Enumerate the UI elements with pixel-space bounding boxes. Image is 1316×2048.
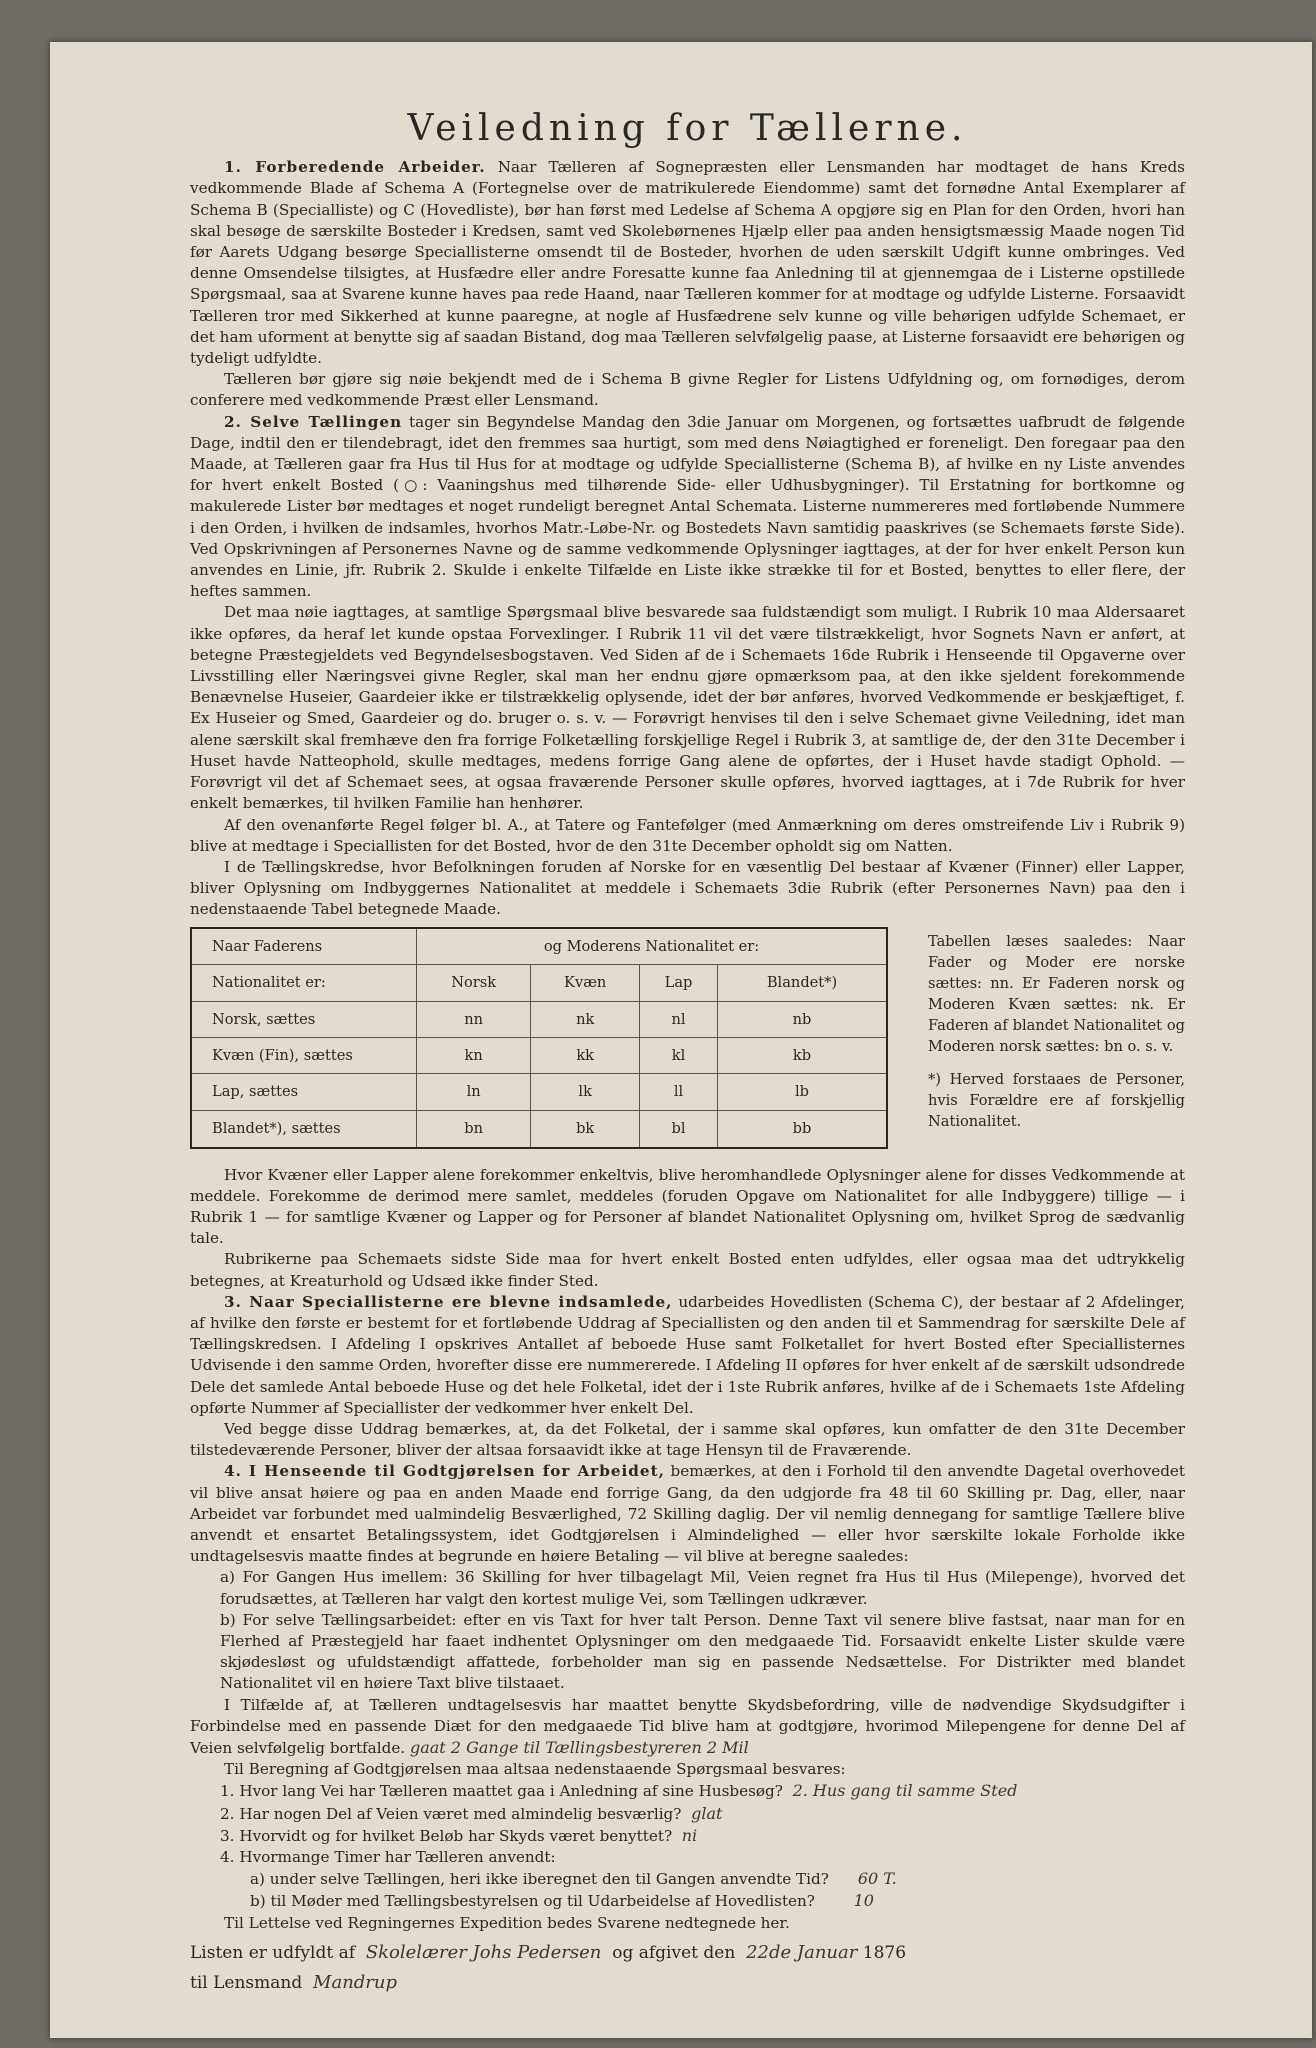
question-3 [190, 1825, 1185, 1847]
row-label: Norsk, sættes [191, 1001, 417, 1037]
table-note-text: Tabellen læses saaledes: Naar Fader og Moder ere norske sættes: nn. Er Faderen norsk og Moderen Kvæn sættes: nk. Er Faderen af blandet Nationalitet og Moderen norsk sættes: bn o. s. v. [928, 932, 1185, 1055]
table-row [191, 1038, 887, 1074]
table-cell: kl [640, 1038, 718, 1074]
handwritten-date: 22de Januar [746, 1941, 858, 1963]
section-4-text: bemærkes, at den i Forhold til den anvendte Dagetal overhovedet vil blive ansat høiere og paa en anden Maade end forrige Gang, da den udgjorde fra 48 til 60 Skilling pr. Dag, eller, naar Arbeidet var forbundet med ualmindelig Besværlighed, 72 Skilling daglig. Der vil nemlig dennegang for samtlige Tællere blive anvendt et ensartet Betalingssystem, idet Godtgjørelsen i Almindelighed — eller hvor særskilte lokale Forholde ikke undtagelsesvis maatte findes at begrunde en høiere Betaling — vil blive at beregne saaledes: [190, 1462, 1186, 1566]
section-4-heading: 4. I Henseende til Godtgjørelsen for Arbeidet, [224, 1462, 665, 1481]
column-header: Lap [640, 965, 718, 1001]
table-cell: kk [531, 1038, 640, 1074]
section-1-heading: 1. Forberedende Arbeider. [224, 158, 486, 177]
section-2-para-2: Det maa nøie iagttages, at samtlige Spørgsmaal blive besvarede saa fuldstændigt som muligt. I Rubrik 10 maa Aldersaaret ikke opføres, da heraf let kunde opstaa Forvexlinger. I Rubrik 11 vil det være tilstrækkeligt, hvor Sognets Navn er anført, at betegne Præstegjeldets ved Begyndelsesbogstaven. Ved Siden af de i Schemaets 16de Rubrik i Henseende til Opgaverne over Livsstilling eller Næringsvei givne Regler, skal man her endnu gjøre opmærksom paa, at den ikke sjeldent forekommende Benævnelse Huseier, Gaardeier ikke er tilstrækkelig oplysende, idet der bør anføres, hvorved Vedkommende er beskjæftiget, f. Ex Huseier og Smed, Gaardeier og do. bruger o. s. v. — Forøvrigt henvises til den i selve Schemaet givne Veiledning, idet man alene særskilt skal fremhæve den fra forrige Folketælling forskjellige Regel i Rubrik 3, at samtlige de, der den 31te December i Huset havde Natteophold, skulle medtages, medens forrige Gang alene de opførtes, der i Huset havde stadigt Ophold. — Forøvrigt vil det af Schemaet sees, at ogsaa fraværende Personer skulle opføres, hvorved iagttages, at i 7de Rubrik for hver enkelt bemærkes, til hvilken Familie han henhører. [190, 603, 1185, 813]
column-header: Blandet*) [717, 965, 887, 1001]
section-4-para-3: Til Beregning af Godtgjørelsen maa altsaa nedenstaaende Spørgsmaal besvares: [224, 1760, 846, 1779]
lensmand-line [190, 1972, 1185, 1994]
section-2b-para-2: Rubrikerne paa Schemaets sidste Side maa for hvert enkelt Bosted enten udfyldes, eller ogsaa maa det udtrykkelig betegnes, at Kreaturhold og Udsæd ikke finder Sted. [190, 1250, 1185, 1290]
section-3-para-2: Ved begge disse Uddrag bemærkes, at, da det Folketal, der i samme skal opføres, kun omfatter de den 31te December tilstedeværende Personer, bliver der altsaa forsaavidt ikke at tage Hensyn til de Fraværende. [190, 1419, 1185, 1460]
section-3-text: udarbeides Hovedlisten (Schema C), der bestaar af 2 Afdelinger, af hvilke den første er bestemt for et fortløbende Uddrag af Speciallisten og den anden til et Sammendrag for særskilte Dele af Tællingskredsen. I Afdeling I opskrives Antallet af beboede Huse samt Folketallet for hvert Bosted efter Speciallisternes Udvisende i den samme Orden, hvorefter disse ere nummererede. I Afdeling II opføres for hver enkelt af de særskilt udsondrede Dele det samlede Antal beboede Huse og det hele Folketal, idet der i 1ste Rubrik anføres, hvilke af de i Schemaets 1ste Afdeling opførte Nummer af Speciallister der vedkommer hver enkelt Del. [190, 1292, 1186, 1417]
table-footnote: *) Herved forstaaes de Personer, hvis Forældre ere af forskjellig Nationalitet. [928, 1070, 1185, 1130]
question-4a [190, 1868, 1185, 1890]
section-1-para-2: Tælleren bør gjøre sig nøie bekjendt med de i Schema B givne Regler for Listens Udfyldning og, om fornødiges, derom conferere med vedkommende Præst eller Lensmand. [190, 370, 1185, 410]
question-4: 4. Hvormange Timer har Tælleren anvendt: [220, 1848, 556, 1867]
question-text: 3. Hvorvidt og for hvilket Beløb har Skyds været benyttet? [220, 1826, 673, 1845]
table-head-mother: og Moderens Nationalitet er: [417, 928, 888, 965]
section-4-para-1 [190, 1461, 1185, 1567]
section-2-para-1 [190, 412, 1185, 603]
section-4-item-b: b) For selve Tællingsarbeidet: efter en vis Taxt for hver talt Person. Denne Taxt vil senere blive fastsat, naar man for en Flerhed af Præstegjeld har faaet indhentet Oplysninger om den medgaaede Tid. Forsaavidt enkelte Lister skulde være skjødesløst og ufuldstændigt affattede, forbeholder man sig en passende Nedsættelse. For Distrikter med blandet Nationalitet vil en høiere Taxt blive tilstaaet. [220, 1610, 1185, 1693]
question-1 [190, 1780, 1185, 1802]
table-head-father-2: Nationalitet er: [191, 965, 417, 1001]
handwritten-lensmand: Mandrup [313, 1972, 398, 1994]
signature-line [190, 1942, 1185, 1964]
column-header: Kvæn [531, 965, 640, 1001]
table-cell: lk [531, 1074, 640, 1110]
table-cell: ln [417, 1074, 531, 1110]
table-cell: lb [717, 1074, 887, 1110]
question-text: b) til Møder med Tællingsbestyrelsen og til Udarbeidelse af Hovedlisten? [250, 1892, 815, 1911]
section-4-item-a: a) For Gangen Hus imellem: 36 Skilling for hver tilbagelagt Mil, Veien regnet fra Hus til Hus (Milepenge), hvorved det forudsættes, at Tælleren har valgt den kortest mulige Vei, som Tællingen udkræver. [220, 1568, 1185, 1608]
table-cell: bn [417, 1110, 531, 1147]
section-3-para-1 [190, 1292, 1185, 1419]
question-text: a) under selve Tællingen, heri ikke iberegnet den til Gangen anvendte Tid? [250, 1870, 829, 1889]
table-cell: nl [640, 1001, 718, 1037]
row-label: Blandet*), sættes [191, 1110, 417, 1147]
question-text: 1. Hvor lang Vei har Tælleren maattet gaa i Anledning af sine Husbesøg? [220, 1782, 783, 1801]
row-label: Lap, sættes [191, 1074, 417, 1110]
question-4b [190, 1890, 1185, 1912]
lensmand-prefix: til Lensmand [190, 1973, 303, 1994]
handwritten-answer-3: ni [681, 1825, 698, 1845]
table-head-father: Naar Faderens [191, 928, 417, 965]
section-3-heading: 3. Naar Speciallisterne ere blevne indsamlede, [224, 1292, 673, 1311]
table-cell: bl [640, 1110, 718, 1147]
table-cell: nk [531, 1001, 640, 1037]
section-4-para-2 [190, 1695, 1185, 1760]
section-4-closing: Til Lettelse ved Regningernes Expedition bedes Svarene nedtegnede her. [224, 1913, 790, 1932]
table-cell: kn [417, 1038, 531, 1074]
table-cell: bk [531, 1110, 640, 1147]
question-text: 2. Har nogen Del af Veien været med almindelig besværlig? [220, 1804, 682, 1823]
signature-prefix: Listen er udfyldt af [190, 1942, 355, 1963]
section-2-text: tager sin Begyndelse Mandag den 3die Januar om Morgenen, og fortsættes uafbrudt de følgende Dage, indtil den er tilendebragt, idet den fremmes saa hurtigt, som med dens Nøiagtighed er foreneligt. Den foregaar paa den Maade, at Tælleren gaar fra Hus til Hus for at modtage og udfylde Speciallisterne (Schema B), af hvilke en ny Liste anvendes for hvert enkelt Bosted (○: Vaaningshus med tilhørende Side- eller Udhusbygninger). Til Erstatning for bortkomne og makulerede Lister bør medtages et noget rundeligt beregnet Antal Schemata. Listerne nummereres med fortløbende Nummere i den Orden, i hvilken de indsamles, hvorhos Matr.-Løbe-Nr. og Bostedets Navn samtidig paaskrives (se Schemaets første Side). Ved Opskrivningen af Personernes Navne og de samme vedkommende Oplysninger iagttages, at der for hver enkelt Person kun anvendes en Linie, jfr. Rubrik 2. Skulde i enkelte Tilfælde en Liste ikke strække til for et Bosted, benyttes to eller flere, der heftes sammen. [190, 412, 1185, 601]
column-header: Norsk [417, 965, 531, 1001]
page-title: Veiledning for Tællerne. [407, 108, 968, 149]
section-2-para-3: Af den ovenanførte Regel følger bl. A., at Tatere og Fantefølger (med Anmærkning om deres omstreifende Liv i Rubrik 9) blive at medtage i Speciallisten for det Bosted, hvor de den 31te December opholdt sig om Natten. [190, 815, 1185, 855]
table-subheader-row [191, 965, 887, 1001]
handwritten-answer-2: glat [691, 1803, 723, 1823]
handwritten-answer-4b: 10 [853, 1891, 874, 1911]
table-cell: kb [717, 1038, 887, 1074]
table-explanation [928, 931, 1185, 1132]
section-1-para-1 [190, 157, 1185, 369]
table-row [191, 1001, 887, 1037]
nationality-table-block [190, 927, 1185, 1157]
document-content [190, 108, 1186, 1994]
section-2-heading: 2. Selve Tællingen [224, 412, 403, 431]
table-cell: nn [417, 1001, 531, 1037]
question-2 [190, 1803, 1185, 1825]
table-cell: bb [717, 1110, 887, 1147]
section-4-para-2-text: I Tilfælde af, at Tælleren undtagelsesvis har maattet benytte Skydsbefordring, ville de nødvendige Skydsudgifter i Forbindelse med en passende Diæt for den medgaaede Tid blive ham at godtgjøre, hvorimod Milepengene for denne Del af Veien selvfølgelig bortfalde. [190, 1695, 1185, 1757]
row-label: Kvæn (Fin), sættes [191, 1038, 417, 1074]
signature-year: 1876 [862, 1942, 907, 1963]
handwritten-travel-note: gaat 2 Gange til Tællingsbestyreren 2 Mil [409, 1738, 749, 1757]
handwritten-answer-4a: 60 T. [857, 1869, 897, 1889]
handwritten-answer-1: 2. Hus gang til samme Sted [792, 1781, 1018, 1801]
section-2b-para-1: Hvor Kvæner eller Lapper alene forekommer enkeltvis, blive heromhandlede Oplysninger alene for disses Vedkommende at meddele. Forekomme de derimod mere samlet, meddeles (foruden Opgave om Nationalitet for alle Indbyggere) tillige — i Rubrik 1 — for samtlige Kvæner og Lapper og for Personer af blandet Nationalitet Oplysning om, hvilket Sprog de sædvanlig tale. [190, 1165, 1185, 1248]
table-row [191, 1110, 887, 1147]
section-2-para-4: I de Tællingskredse, hvor Befolkningen foruden af Norske for en væsentlig Del bestaar af Kvæner (Finner) eller Lapper, bliver Oplysning om Indbyggernes Nationalitet at meddele i Schemaets 3die Rubrik (efter Personernes Navn) paa den i nedenstaaende Tabel betegnede Maade. [190, 857, 1185, 919]
table-row [191, 1074, 887, 1110]
table-cell: nb [717, 1001, 887, 1037]
nationality-table [190, 927, 888, 1149]
table-header-row [191, 928, 887, 965]
table-cell: ll [640, 1074, 718, 1110]
handwritten-name: Skolelærer Johs Pedersen [365, 1941, 602, 1963]
signature-middle: og afgivet den [612, 1942, 736, 1963]
section-1-text: Naar Tælleren af Sognepræsten eller Lensmanden har modtaget de hans Kreds vedkommende Blade af Schema A (Fortegnelse over de matrikulerede Eiendomme) samt det fornødne Antal Exemplarer af Schema B (Specialliste) og C (Hovedliste), bør han først med Ledelse af Schema A opgjøre sig en Plan for den Orden, hvori han skal besøge de særskilte Bosteder i Kredsen, samt ved Skolebørnenes Hjælp eller paa anden hensigtsmæssig Maade nogen Tid før Aarets Udgang besørge Speciallisterne omsendt til de Bosteder, hvorhen de uden særskilt Udgift kunne ombringes. Ved denne Omsendelse tilsigtes, at Husfædre eller andre Foresatte kunne faa Anledning til at gjennemgaa de i Listerne opstillede Spørgsmaal, saa at Svarene kunne haves paa rede Haand, naar Tælleren kommer for at modtage og udfylde Listerne. Forsaavidt Tælleren tror med Sikkerhed at kunne paaregne, at nogle af Husfædrene selv kunne og ville behørigen udfylde Schemaet, er det ham uforment at benytte sig af saadan Bistand, dog maa Tælleren selvfølgelig paase, at Listerne forsaavidt ere behørigen og tydeligt udfyldte. [190, 158, 1185, 368]
